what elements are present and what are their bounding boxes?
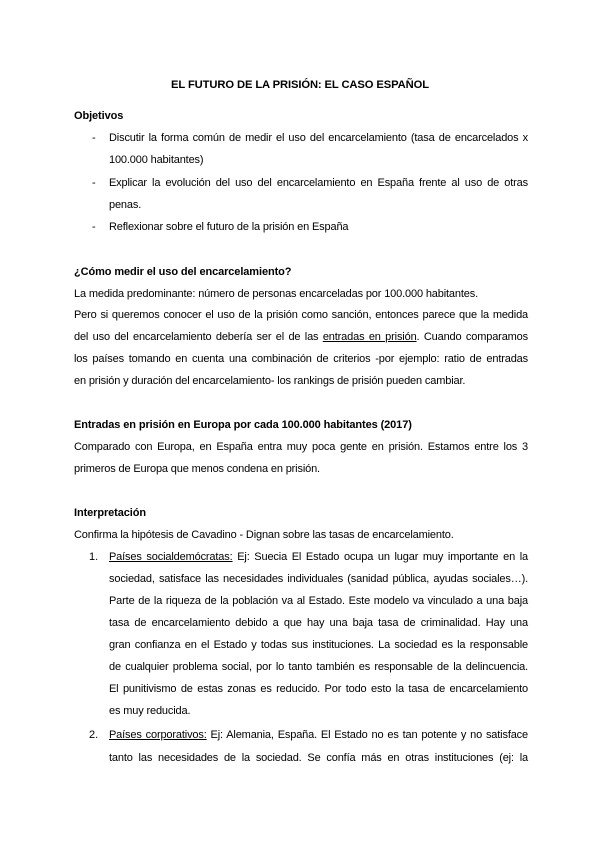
item1-line-3: Parte de la riqueza de la población va al Estado. Este modelo va vinculado a una baja bbox=[109, 595, 528, 607]
medir-p2-line-1: Pero si queremos conocer el uso de la prisión como sanción, entonces parece que la medida bbox=[74, 309, 528, 321]
item2-label: Países corporativos: bbox=[109, 729, 207, 741]
item2-line-1: Países corporativos: Ej: Alemania, España. El Estado no es tan potente y no satisface bbox=[109, 729, 529, 741]
objective-2-line-1: Explicar la evolución del uso del encarcelamiento en España frente al uso de otras bbox=[109, 177, 528, 189]
heading-entradas: Entradas en prisión en Europa por cada 100.000 habitantes (2017) bbox=[74, 419, 412, 431]
entradas-line-2: primeros de Europa que menos condena en prisión. bbox=[74, 463, 320, 475]
objective-1-line-1: Discutir la forma común de medir el uso del encarcelamiento (tasa de encarcelados x bbox=[109, 132, 528, 144]
medir-p2-line-3: los países tomando en cuenta una combinación de criterios -por ejemplo: ratio de entradas bbox=[74, 353, 528, 365]
bullet-marker: - bbox=[92, 221, 96, 233]
medir-p2-line-2: del uso del encarcelamiento debería ser el de las entradas en prisión. Cuando comparamos bbox=[74, 331, 528, 343]
list-number-2: 2. bbox=[89, 729, 99, 741]
item1-line-2: sociedad, satisface las necesidades individuales (sanidad pública, ayudas sociales…). bbox=[109, 573, 528, 585]
item1-line-6: de cualquier problema social, por lo tanto también es responsable de la delincuencia. bbox=[109, 661, 528, 673]
bullet-marker: - bbox=[92, 177, 96, 189]
heading-interpretacion: Interpretación bbox=[74, 507, 146, 519]
entradas-line-1: Comparado con Europa, en España entra muy poca gente en prisión. Estamos entre los 3 bbox=[74, 441, 528, 453]
bullet-marker: - bbox=[92, 132, 96, 144]
item1-line-7: El punitivismo de estas zonas es reducido. Por todo esto la tasa de encarcelamiento bbox=[109, 683, 528, 695]
heading-medir: ¿Cómo medir el uso del encarcelamiento? bbox=[74, 266, 292, 278]
list-number-1: 1. bbox=[89, 551, 99, 563]
objective-2-line-2: penas. bbox=[109, 199, 142, 211]
item1-line-8: es muy reducida. bbox=[109, 705, 191, 717]
heading-objetivos: Objetivos bbox=[74, 110, 124, 122]
objective-3-line-1: Reflexionar sobre el futuro de la prisión en España bbox=[109, 221, 349, 233]
interpretacion-intro: Confirma la hipótesis de Cavadino - Dignan sobre las tasas de encarcelamiento. bbox=[74, 529, 454, 541]
item2-line-2: tanto las necesidades de la sociedad. Se confía más en otras instituciones (ej: la bbox=[109, 752, 528, 764]
entradas-en-prision-link: entradas en prisión bbox=[322, 331, 417, 343]
medir-p2-line-4: en prisión y duración del encarcelamiento- los rankings de prisión pueden cambiar. bbox=[74, 375, 466, 387]
medir-p1: La medida predominante: número de personas encarceladas por 100.000 habitantes. bbox=[74, 288, 478, 300]
item1-label: Países socialdemócratas: bbox=[109, 551, 233, 563]
item1-line-4: tasa de encarcelamiento debido a que hay una baja tasa de criminalidad. Hay una bbox=[109, 617, 528, 629]
item1-line-5: gran confianza en el Estado y todas sus instituciones. La sociedad es la responsable bbox=[109, 639, 528, 651]
document-title: EL FUTURO DE LA PRISIÓN: EL CASO ESPAÑOL bbox=[171, 79, 429, 91]
item1-line-1: Países socialdemócratas: Ej: Suecia El Estado ocupa un lugar muy importante en la bbox=[109, 551, 528, 563]
objective-1-line-2: 100.000 habitantes) bbox=[109, 154, 204, 166]
